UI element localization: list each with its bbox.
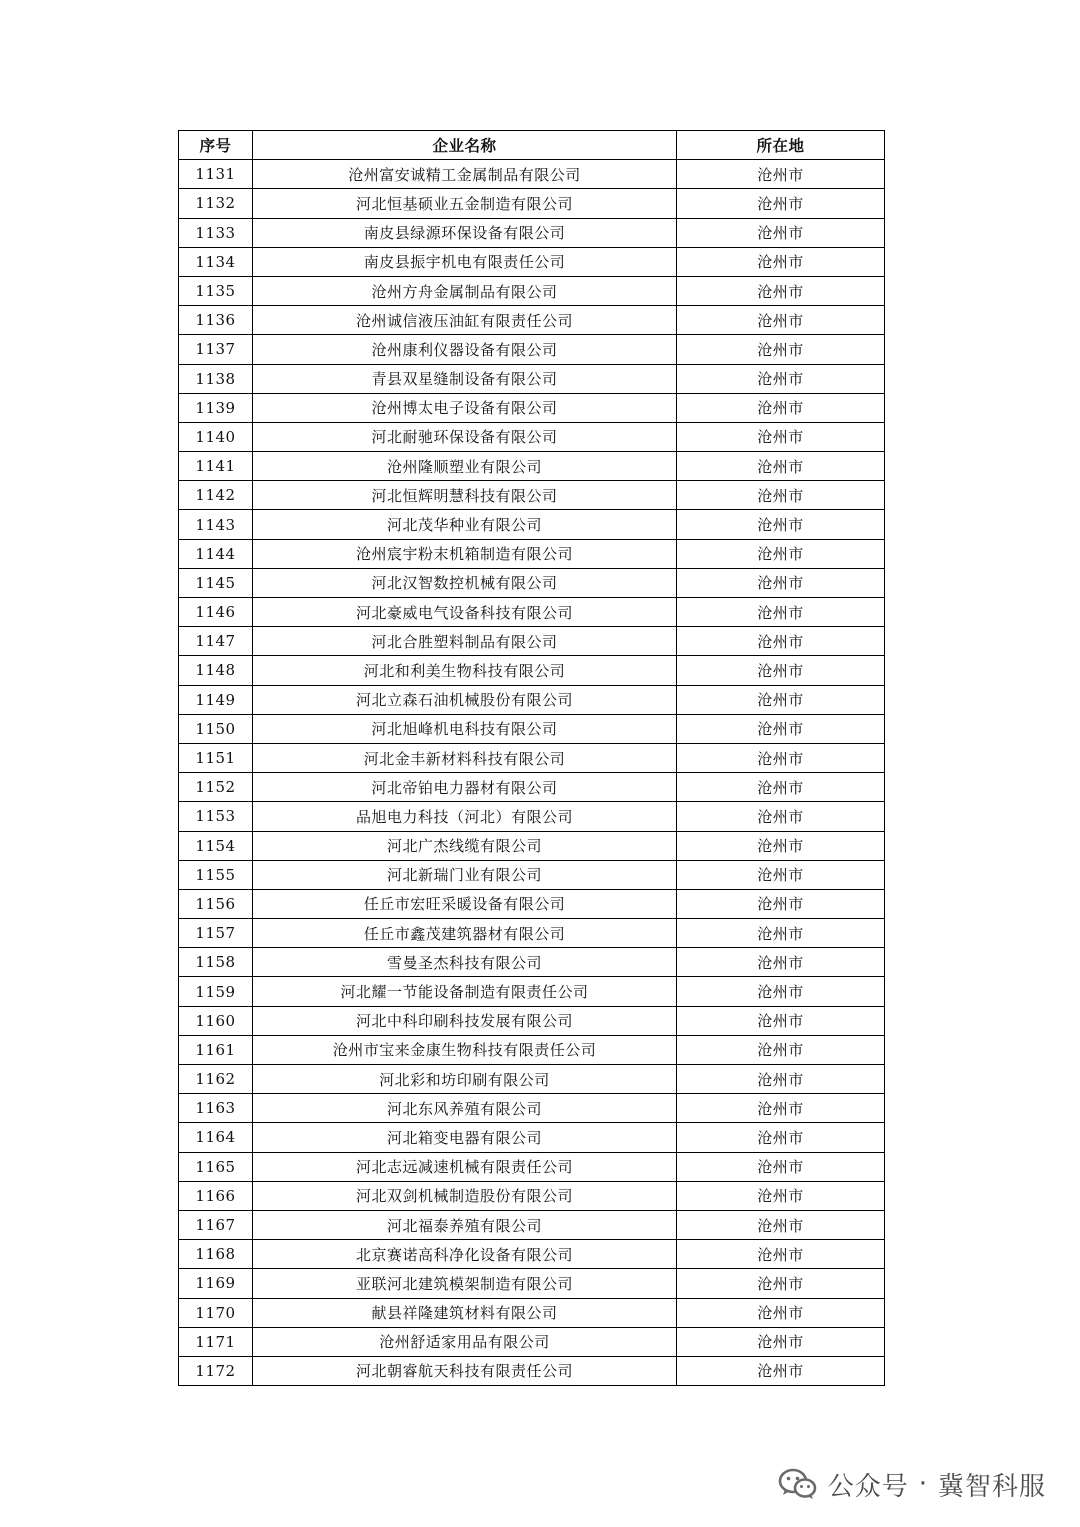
table-row (179, 539, 885, 568)
serial-number-cell: 1167 (179, 1210, 253, 1239)
watermark-prefix: 公众号 (827, 1471, 909, 1502)
table-row (179, 189, 885, 218)
enterprise-name-cell: 河北福泰养殖有限公司 (253, 1210, 677, 1239)
table-row (179, 422, 885, 451)
serial-number-cell: 1133 (179, 218, 253, 247)
enterprise-name-cell: 河北广杰线缆有限公司 (253, 831, 677, 860)
header-enterprise-name: 企业名称 (253, 131, 677, 160)
serial-number-cell: 1165 (179, 1152, 253, 1181)
table-row (179, 510, 885, 539)
location-cell: 沧州市 (677, 276, 885, 305)
enterprise-name-cell: 河北帝铂电力器材有限公司 (253, 773, 677, 802)
location-cell: 沧州市 (677, 247, 885, 276)
serial-number-cell: 1166 (179, 1181, 253, 1210)
serial-number-cell: 1158 (179, 948, 253, 977)
table-row (179, 568, 885, 597)
table-row (179, 1065, 885, 1094)
table-row (179, 393, 885, 422)
enterprise-name-cell: 任丘市鑫茂建筑器材有限公司 (253, 919, 677, 948)
header-serial-number: 序号 (179, 131, 253, 160)
location-cell: 沧州市 (677, 1181, 885, 1210)
header-row (179, 131, 885, 160)
location-cell: 沧州市 (677, 306, 885, 335)
location-cell: 沧州市 (677, 189, 885, 218)
table-row (179, 773, 885, 802)
table-row (179, 1006, 885, 1035)
serial-number-cell: 1135 (179, 276, 253, 305)
location-cell: 沧州市 (677, 1240, 885, 1269)
enterprise-name-cell: 河北彩和坊印刷有限公司 (253, 1065, 677, 1094)
serial-number-cell: 1137 (179, 335, 253, 364)
table-row (179, 977, 885, 1006)
enterprise-name-cell: 河北朝睿航天科技有限责任公司 (253, 1356, 677, 1385)
table-row (179, 860, 885, 889)
table-row (179, 627, 885, 656)
enterprise-table (178, 130, 885, 1386)
location-cell: 沧州市 (677, 977, 885, 1006)
table-row (179, 1035, 885, 1064)
serial-number-cell: 1153 (179, 802, 253, 831)
location-cell: 沧州市 (677, 481, 885, 510)
table-row (179, 714, 885, 743)
location-cell: 沧州市 (677, 831, 885, 860)
location-cell: 沧州市 (677, 422, 885, 451)
location-cell: 沧州市 (677, 919, 885, 948)
serial-number-cell: 1155 (179, 860, 253, 889)
table-row (179, 948, 885, 977)
enterprise-name-cell: 沧州方舟金属制品有限公司 (253, 276, 677, 305)
table-row (179, 1123, 885, 1152)
serial-number-cell: 1138 (179, 364, 253, 393)
serial-number-cell: 1170 (179, 1298, 253, 1327)
table-body (179, 160, 885, 1386)
location-cell: 沧州市 (677, 1006, 885, 1035)
serial-number-cell: 1171 (179, 1327, 253, 1356)
enterprise-name-cell: 沧州舒适家用品有限公司 (253, 1327, 677, 1356)
serial-number-cell: 1146 (179, 598, 253, 627)
location-cell: 沧州市 (677, 656, 885, 685)
serial-number-cell: 1172 (179, 1356, 253, 1385)
table-row (179, 1269, 885, 1298)
table-row (179, 247, 885, 276)
location-cell: 沧州市 (677, 948, 885, 977)
serial-number-cell: 1143 (179, 510, 253, 539)
location-cell: 沧州市 (677, 1298, 885, 1327)
serial-number-cell: 1139 (179, 393, 253, 422)
enterprise-name-cell: 南皮县振宇机电有限责任公司 (253, 247, 677, 276)
enterprise-name-cell: 河北东风养殖有限公司 (253, 1094, 677, 1123)
location-cell: 沧州市 (677, 714, 885, 743)
serial-number-cell: 1141 (179, 452, 253, 481)
enterprise-name-cell: 任丘市宏旺采暖设备有限公司 (253, 889, 677, 918)
location-cell: 沧州市 (677, 218, 885, 247)
location-cell: 沧州市 (677, 860, 885, 889)
location-cell: 沧州市 (677, 1210, 885, 1239)
enterprise-name-cell: 青县双星缝制设备有限公司 (253, 364, 677, 393)
table-row (179, 335, 885, 364)
enterprise-name-cell: 亚联河北建筑模架制造有限公司 (253, 1269, 677, 1298)
location-cell: 沧州市 (677, 1065, 885, 1094)
enterprise-name-cell: 河北双剑机械制造股份有限公司 (253, 1181, 677, 1210)
table-row (179, 364, 885, 393)
serial-number-cell: 1161 (179, 1035, 253, 1064)
serial-number-cell: 1152 (179, 773, 253, 802)
enterprise-name-cell: 沧州康利仪器设备有限公司 (253, 335, 677, 364)
serial-number-cell: 1149 (179, 685, 253, 714)
table-row (179, 1094, 885, 1123)
enterprise-name-cell: 河北耐驰环保设备有限公司 (253, 422, 677, 451)
serial-number-cell: 1160 (179, 1006, 253, 1035)
serial-number-cell: 1132 (179, 189, 253, 218)
table-row (179, 276, 885, 305)
location-cell: 沧州市 (677, 335, 885, 364)
location-cell: 沧州市 (677, 802, 885, 831)
location-cell: 沧州市 (677, 1269, 885, 1298)
location-cell: 沧州市 (677, 539, 885, 568)
location-cell: 沧州市 (677, 627, 885, 656)
serial-number-cell: 1148 (179, 656, 253, 685)
table-row (179, 831, 885, 860)
location-cell: 沧州市 (677, 598, 885, 627)
table-row (179, 1152, 885, 1181)
table-row (179, 656, 885, 685)
serial-number-cell: 1169 (179, 1269, 253, 1298)
enterprise-name-cell: 沧州宸宇粉末机箱制造有限公司 (253, 539, 677, 568)
enterprise-name-cell: 河北恒基硕业五金制造有限公司 (253, 189, 677, 218)
serial-number-cell: 1168 (179, 1240, 253, 1269)
table-header (179, 131, 885, 160)
enterprise-name-cell: 河北新瑞门业有限公司 (253, 860, 677, 889)
enterprise-name-cell: 河北豪威电气设备科技有限公司 (253, 598, 677, 627)
table-row (179, 306, 885, 335)
serial-number-cell: 1142 (179, 481, 253, 510)
table-row (179, 685, 885, 714)
location-cell: 沧州市 (677, 1035, 885, 1064)
enterprise-name-cell: 献县祥隆建筑材料有限公司 (253, 1298, 677, 1327)
serial-number-cell: 1147 (179, 627, 253, 656)
enterprise-name-cell: 河北旭峰机电科技有限公司 (253, 714, 677, 743)
location-cell: 沧州市 (677, 452, 885, 481)
table-row (179, 481, 885, 510)
serial-number-cell: 1156 (179, 889, 253, 918)
serial-number-cell: 1163 (179, 1094, 253, 1123)
serial-number-cell: 1131 (179, 160, 253, 189)
location-cell: 沧州市 (677, 1123, 885, 1152)
location-cell: 沧州市 (677, 1094, 885, 1123)
location-cell: 沧州市 (677, 685, 885, 714)
wechat-account-watermark (778, 1464, 1046, 1504)
enterprise-name-cell: 河北志远减速机械有限责任公司 (253, 1152, 677, 1181)
table-row (179, 1181, 885, 1210)
table-row (179, 919, 885, 948)
location-cell: 沧州市 (677, 1152, 885, 1181)
location-cell: 沧州市 (677, 393, 885, 422)
watermark-account-name: 冀智科服 (937, 1471, 1046, 1502)
enterprise-name-cell: 沧州市宝来金康生物科技有限责任公司 (253, 1035, 677, 1064)
watermark-separator: · (918, 1469, 928, 1499)
enterprise-name-cell: 河北立森石油机械股份有限公司 (253, 685, 677, 714)
table-row (179, 889, 885, 918)
enterprise-name-cell: 河北合胜塑料制品有限公司 (253, 627, 677, 656)
table-row (179, 1240, 885, 1269)
table-row (179, 1298, 885, 1327)
serial-number-cell: 1134 (179, 247, 253, 276)
enterprise-name-cell: 河北恒辉明慧科技有限公司 (253, 481, 677, 510)
table-row (179, 1356, 885, 1385)
table-row (179, 1210, 885, 1239)
table-row (179, 452, 885, 481)
location-cell: 沧州市 (677, 160, 885, 189)
serial-number-cell: 1154 (179, 831, 253, 860)
location-cell: 沧州市 (677, 568, 885, 597)
serial-number-cell: 1159 (179, 977, 253, 1006)
serial-number-cell: 1136 (179, 306, 253, 335)
enterprise-name-cell: 沧州博太电子设备有限公司 (253, 393, 677, 422)
enterprise-name-cell: 河北金丰新材料科技有限公司 (253, 743, 677, 772)
table-row (179, 1327, 885, 1356)
enterprise-name-cell: 沧州富安诚精工金属制品有限公司 (253, 160, 677, 189)
serial-number-cell: 1162 (179, 1065, 253, 1094)
enterprise-name-cell: 河北茂华种业有限公司 (253, 510, 677, 539)
table-row (179, 160, 885, 189)
enterprise-name-cell: 北京赛诺高科净化设备有限公司 (253, 1240, 677, 1269)
enterprise-name-cell: 沧州隆顺塑业有限公司 (253, 452, 677, 481)
serial-number-cell: 1157 (179, 919, 253, 948)
serial-number-cell: 1145 (179, 568, 253, 597)
table-row (179, 802, 885, 831)
location-cell: 沧州市 (677, 364, 885, 393)
enterprise-name-cell: 河北箱变电器有限公司 (253, 1123, 677, 1152)
location-cell: 沧州市 (677, 889, 885, 918)
enterprise-name-cell: 河北中科印刷科技发展有限公司 (253, 1006, 677, 1035)
enterprise-name-cell: 河北和利美生物科技有限公司 (253, 656, 677, 685)
enterprise-name-cell: 南皮县绿源环保设备有限公司 (253, 218, 677, 247)
serial-number-cell: 1150 (179, 714, 253, 743)
serial-number-cell: 1140 (179, 422, 253, 451)
serial-number-cell: 1164 (179, 1123, 253, 1152)
location-cell: 沧州市 (677, 1356, 885, 1385)
serial-number-cell: 1151 (179, 743, 253, 772)
location-cell: 沧州市 (677, 743, 885, 772)
header-location: 所在地 (677, 131, 885, 160)
table-row (179, 218, 885, 247)
enterprise-name-cell: 沧州诚信液压油缸有限责任公司 (253, 306, 677, 335)
wechat-icon (778, 1467, 818, 1501)
enterprise-table-container (178, 130, 884, 1386)
serial-number-cell: 1144 (179, 539, 253, 568)
location-cell: 沧州市 (677, 773, 885, 802)
location-cell: 沧州市 (677, 510, 885, 539)
enterprise-name-cell: 河北汉智数控机械有限公司 (253, 568, 677, 597)
enterprise-name-cell: 雪曼圣杰科技有限公司 (253, 948, 677, 977)
table-row (179, 598, 885, 627)
location-cell: 沧州市 (677, 1327, 885, 1356)
enterprise-name-cell: 河北耀一节能设备制造有限责任公司 (253, 977, 677, 1006)
table-row (179, 743, 885, 772)
enterprise-name-cell: 品旭电力科技（河北）有限公司 (253, 802, 677, 831)
